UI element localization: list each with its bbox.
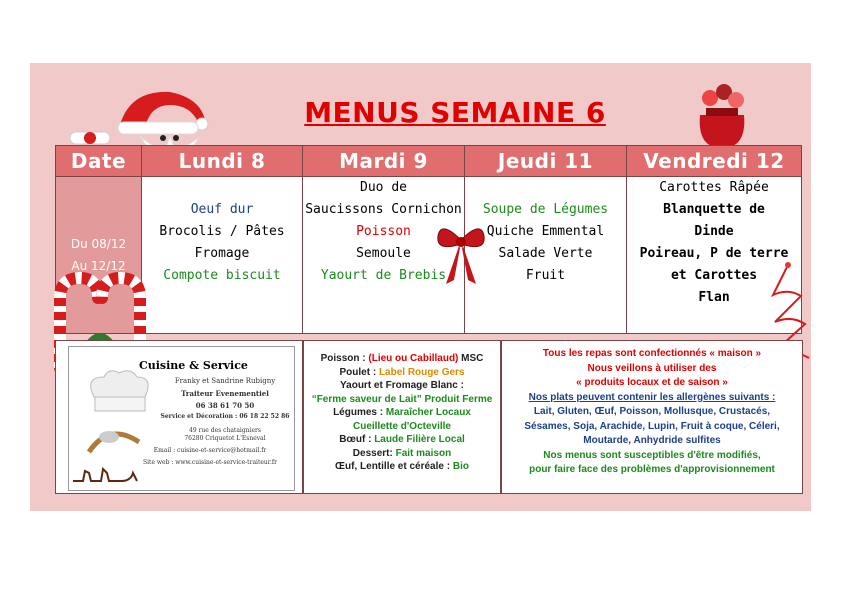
table-header-row [56, 146, 802, 177]
list-item: Fromage [194, 246, 250, 261]
lundi-cell [142, 177, 303, 334]
notice-text [502, 341, 802, 478]
caterer-email: Email : cuisine-et-service@hotmail.fr [153, 447, 267, 454]
label-poisson: Poisson : (Lieu ou Cabillaud) MSC [320, 353, 484, 364]
list-item: Semoule [356, 246, 411, 261]
notice-line: pour faire face des problèmes d'approvisionnement [529, 464, 775, 475]
header-vendredi: Vendredi 12 [627, 146, 802, 177]
list-item: Compote biscuit [163, 268, 281, 283]
label-legumes: Légumes : Maraîcher Locaux [333, 407, 471, 418]
notice-line: Nous veillons à utiliser des [587, 362, 717, 374]
notice-line: Lait, Gluten, Œuf, Poisson, Mollusque, Crustacés, [533, 406, 771, 417]
header-date: Date [56, 146, 142, 177]
list-item: et Carottes [670, 268, 758, 283]
caterer-city: 76280 Criquetot L'Esneval [184, 435, 266, 442]
caterer-role: Traiteur Evenementiel [181, 389, 269, 398]
list-item: Yaourt de Brebis [320, 268, 447, 283]
notice-box [501, 340, 803, 494]
labels-list [304, 341, 500, 474]
list-item: Poireau, P de terre [639, 246, 789, 261]
list-item: Brocolis / Pâtes [159, 224, 285, 239]
list-item: Salade Verte [498, 246, 593, 261]
notice-line: Tous les repas sont confectionnés « maison » [542, 348, 762, 359]
list-item: Saucissons Cornichon [305, 202, 462, 217]
label-dessert: Dessert: Fait maison [352, 447, 452, 459]
header-lundi: Lundi 8 [142, 146, 303, 177]
gift-sack-icon [692, 80, 752, 150]
label-yaourt: Yaourt et Fromage Blanc : [340, 380, 464, 391]
caterer-phone: 06 38 61 70 50 [195, 401, 255, 410]
labels-box [303, 340, 501, 494]
label-boeuf: Bœuf : Laude Filière Local [339, 434, 465, 445]
notice-line: « produits locaux et de saison » [576, 377, 728, 388]
menu-table [55, 145, 802, 334]
header-mardi: Mardi 9 [303, 146, 465, 177]
caterer-card [68, 346, 295, 491]
list-item: Poisson [356, 224, 411, 239]
list-item: Flan [698, 290, 730, 305]
list-item: Soupe de Légumes [482, 202, 609, 217]
table-row [56, 177, 802, 334]
list-item: Quiche Emmental [486, 224, 605, 239]
page-title: MENUS SEMAINE 6 [304, 96, 606, 129]
date-to: Au 12/12 [71, 259, 126, 273]
notice-line: Moutarde, Anhydride sulfites [583, 435, 721, 446]
list-item: Fruit [525, 268, 566, 283]
list-item: Duo de [360, 180, 407, 195]
caterer-street: 49 rue des chataigniers [189, 427, 261, 434]
caterer-owners: Franky et Sandrine Rubigny [174, 377, 276, 385]
notice-line: Sésames, Soja, Arachide, Lupin, Fruit à coque, Céleri, [524, 420, 780, 432]
chef-hat-icon [79, 367, 159, 457]
jeudi-cell [465, 177, 627, 334]
caterer-deco: Service et Décoration : 06 18 22 52 86 [160, 413, 290, 420]
label-oeuf: Œuf, Lentille et céréale : Bio [335, 461, 469, 472]
caterer-brand: Cuisine & Service [139, 359, 248, 372]
reindeer-sleigh-icon [71, 459, 141, 489]
caterer-web: Site web : www.cuisine-et-service-traiteur.fr [143, 459, 277, 466]
label-ferme: “Ferme saveur de Lait” Produit Ferme [311, 393, 493, 405]
list-item: Carottes Râpée [659, 180, 769, 195]
label-cueillette: Cueillette d'Octeville [353, 420, 451, 432]
notice-line: Nos plats peuvent contenir les allergènes suivants : [528, 391, 776, 403]
list-item: Oeuf dur [190, 202, 254, 217]
header-jeudi: Jeudi 11 [465, 146, 627, 177]
red-bow-icon [436, 218, 486, 288]
date-from: Du 08/12 [70, 237, 127, 251]
list-item: Blanquette de [663, 202, 765, 217]
notice-line: Nos menus sont susceptibles d'être modifiés, [543, 449, 761, 461]
label-poulet: Poulet : Label Rouge Gers [339, 366, 465, 378]
list-item: Dinde [694, 224, 734, 239]
